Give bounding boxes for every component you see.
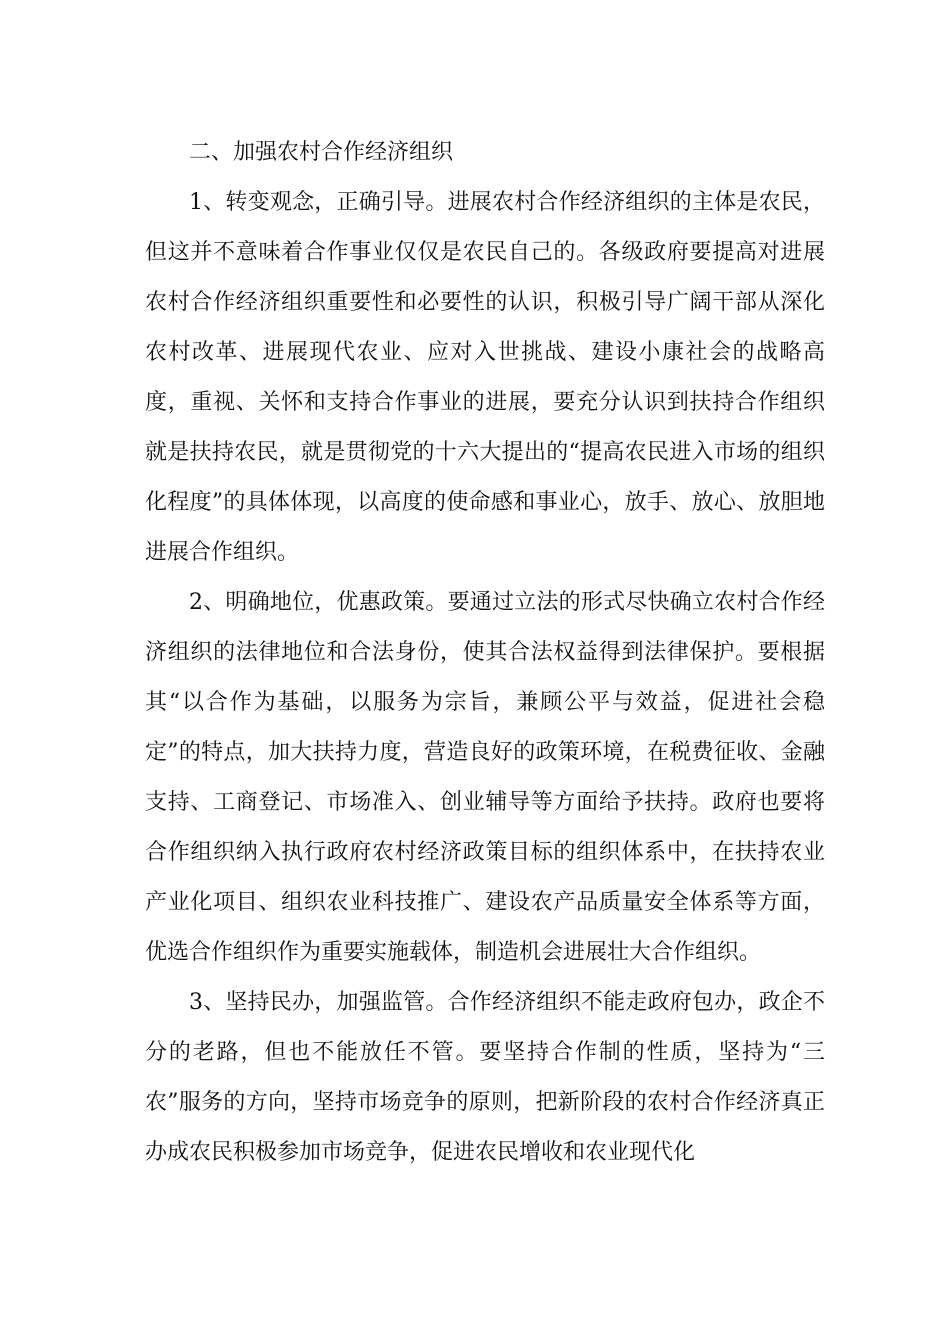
section-heading: 二、加强农村合作经济组织 — [189, 140, 454, 165]
paragraph-1: 1、转变观念，正确引导。进展农村合作经济组织的主体是农民，但这并不意味着合作事业仅仅是农民自己的。各级政府要提高对进展农村合作经济组织重要性和必要性的认识，积极引导广阔干部从深化农村改革、进展现代农业、应对入世挑战、建设小康社会的战略高度，重视、关怀和支持合作事业的进展，要充分认识到扶持合作组织就是扶持农民，就是贯彻党的十六大提出的“提高农民进入市场的组织化程度”的具体体现，以高度的使命感和事业心，放手、放心、放胆地进展合作组织。 — [145, 190, 825, 565]
paragraph-3: 3、坚持民办，加强监管。合作经济组织不能走政府包办，政企不分的老路，但也不能放任不管。要坚持合作制的性质，坚持为“三农”服务的方向，坚持市场竞争的原则，把新阶段的农村合作经济真正办成农民积极参加市场竞争，促进农民增收和农业现代化 — [145, 990, 825, 1165]
document-body — [145, 128, 825, 1178]
paragraph-2: 2、明确地位，优惠政策。要通过立法的形式尽快确立农村合作经济组织的法律地位和合法身份，使其合法权益得到法律保护。要根据其“以合作为基础，以服务为宗旨，兼顾公平与效益，促进社会稳定”的特点，加大扶持力度，营造良好的政策环境，在税费征收、金融支持、工商登记、市场准入、创业辅导等方面给予扶持。政府也要将合作组织纳入执行政府农村经济政策目标的组织体系中，在扶持农业产业化项目、组织农业科技推广、建设农产品质量安全体系等方面，优选合作组织作为重要实施载体，制造机会进展壮大合作组织。 — [145, 590, 825, 965]
